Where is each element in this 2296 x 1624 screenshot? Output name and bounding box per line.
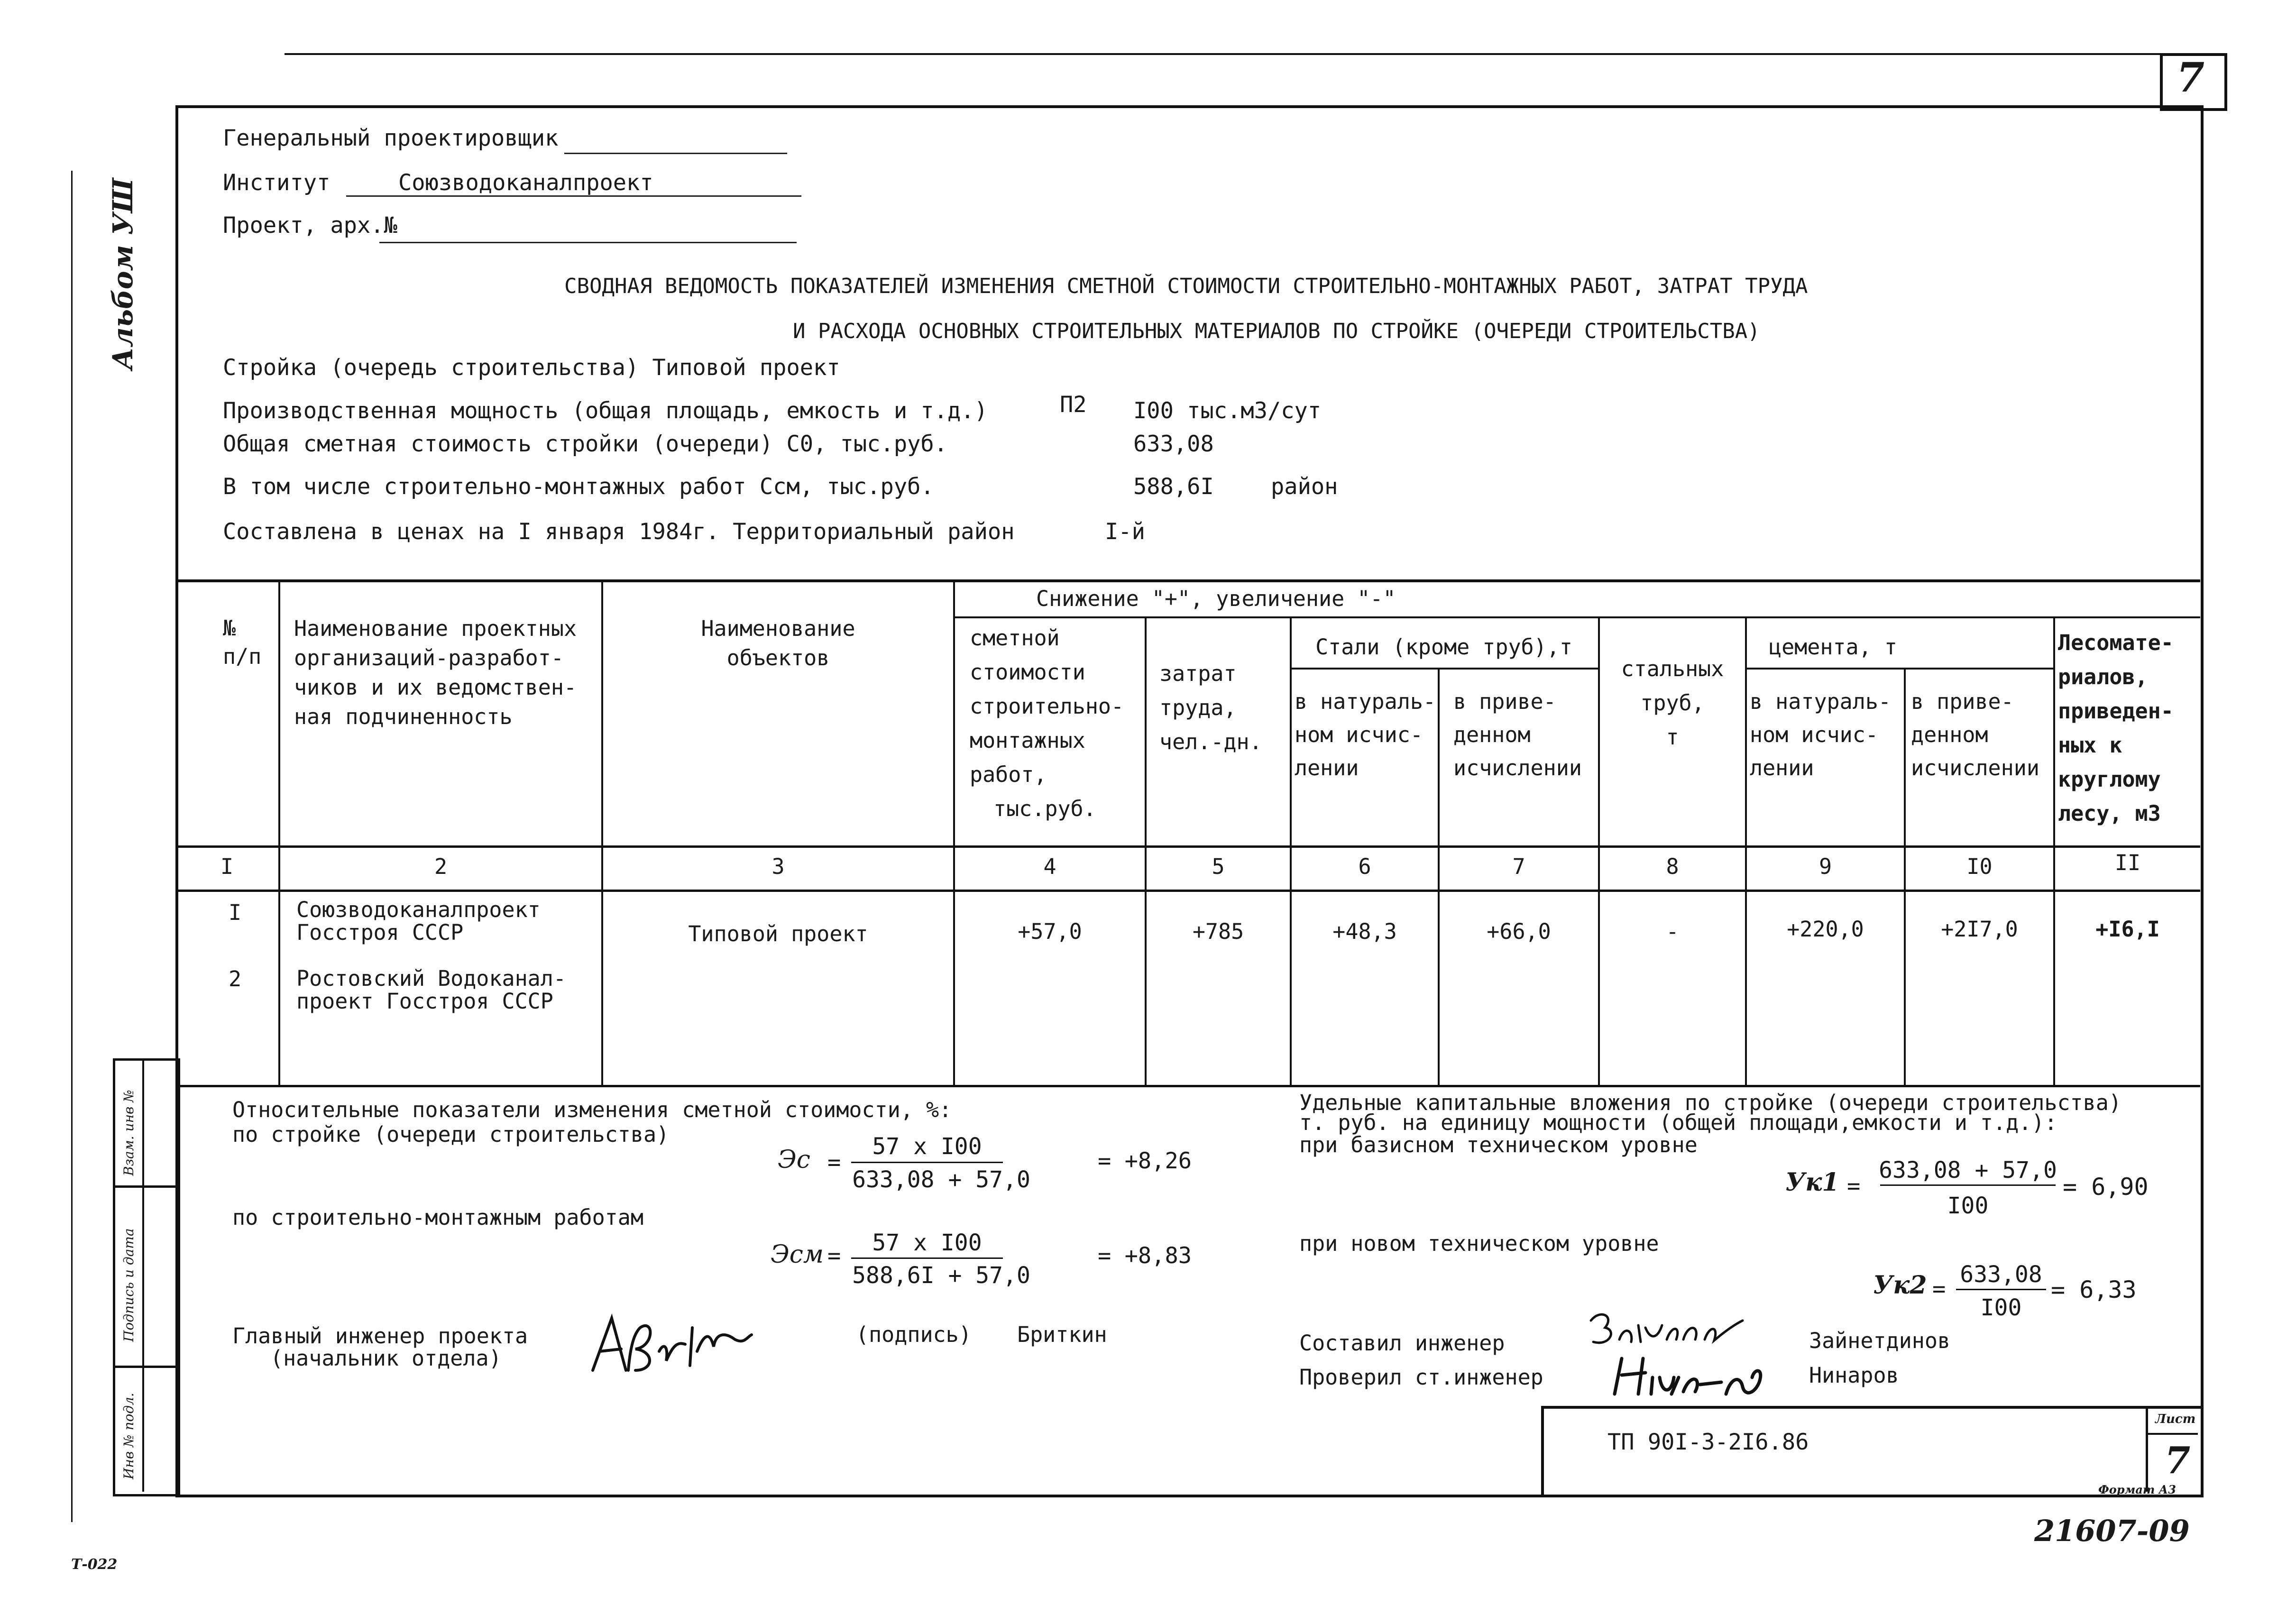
header-nat-line: лении <box>1750 755 1814 780</box>
header-cement: цемента, т <box>1769 634 1897 660</box>
row-2-org <box>296 967 566 1013</box>
col-number: 8 <box>1666 854 1679 879</box>
rel-by-smr: по строительно-монтажным работам <box>232 1205 643 1230</box>
checked-label: Проверил ст.инженер <box>1299 1365 1543 1390</box>
header-nat-line: ном исчис- <box>1295 722 1423 747</box>
chief-engineer-sub: (начальник отдела) <box>270 1346 502 1371</box>
general-designer-label: Генеральный проектировщик <box>223 125 559 151</box>
value-steel-natural: +48,3 <box>1332 919 1397 944</box>
col-number: 5 <box>1212 854 1225 879</box>
header-nat-line: ном исчис- <box>1750 722 1878 747</box>
row-2-org-line: Ростовский Водоканал- <box>296 966 566 991</box>
header-labor-line: труда, <box>1159 695 1237 720</box>
total-cost-label: Общая сметная стоимость стройки (очереди) С0, тыс.руб. <box>223 431 948 457</box>
ecm-fraction-bar <box>851 1257 1003 1259</box>
header-no-line: п/п <box>223 644 262 669</box>
header-cost-line: строительно- <box>970 694 1124 719</box>
smr-label: В том числе строительно-монтажных работ Ссм, тыс.руб. <box>223 474 934 500</box>
col-number: 2 <box>434 854 448 879</box>
general-designer-line <box>564 153 787 154</box>
compiled-label: Составил инженер <box>1299 1330 1505 1356</box>
header-red-line: в приве- <box>1453 689 1556 714</box>
header-red-line: денном <box>1911 722 1988 747</box>
header-labor-line: чел.-дн. <box>1159 729 1262 754</box>
header-nat-line: лении <box>1295 755 1359 780</box>
header-wood-line: ных к <box>2058 733 2122 758</box>
uk2-eq: = <box>1932 1276 1946 1302</box>
header-red-line: исчислении <box>1911 755 2039 780</box>
stamp-sheet-label: Лист <box>2155 1412 2196 1426</box>
header-wood-line: риалов, <box>2058 664 2148 689</box>
header-steel-natural <box>1295 685 1436 785</box>
district-word: район <box>1271 474 1338 500</box>
album-label: Альбом УШ <box>107 178 139 370</box>
ecm-symbol: Эсм <box>771 1240 824 1269</box>
col-number: 7 <box>1512 854 1525 879</box>
header-pipe-line: труб, <box>1640 690 1705 716</box>
total-cost-value: 633,08 <box>1133 431 1214 457</box>
institute-line <box>346 195 801 197</box>
format-label: Формат А3 <box>2098 1483 2176 1496</box>
header-red-line: в приве- <box>1911 689 2014 714</box>
value-steel-reduced: +66,0 <box>1487 919 1551 944</box>
compiled-signature <box>1586 1306 1747 1354</box>
prices-line: Составлена в ценах на I января 1984г. Территориальный район <box>223 519 1015 545</box>
project-label: Проект, арх.№ <box>223 212 397 239</box>
page-number: 7 <box>2177 54 2205 101</box>
cement-subheader-line <box>1745 668 2053 670</box>
header-cost-line: стоимости <box>970 660 1085 685</box>
header-cement-natural <box>1750 685 1891 785</box>
chief-signature-label: (подпись) <box>856 1322 972 1347</box>
construction-line: Стройка (очередь строительства) Типовой проект <box>223 355 840 381</box>
header-object-line: Наименование <box>701 616 855 641</box>
steel-subheader-line <box>1290 668 1598 670</box>
side-stamp-divider <box>113 1366 178 1368</box>
stamp-code: ТП 90I-3-2I6.86 <box>1607 1429 1809 1455</box>
header-org <box>294 614 577 732</box>
group-header-line <box>953 616 2200 618</box>
header-nat-line: в натураль- <box>1750 689 1892 714</box>
col-number: I <box>220 854 234 879</box>
ecm-eq: = <box>827 1243 841 1269</box>
smr-value: 588,6I <box>1133 474 1214 500</box>
row-1-org-line: Союзводоканалпроект <box>296 897 541 922</box>
header-pipe-line: стальных <box>1621 656 1724 681</box>
row-object: Типовой проект <box>688 921 868 946</box>
ec-eq: = <box>827 1149 841 1175</box>
district-value: I-й <box>1105 519 1145 545</box>
header-org-line: ная подчиненность <box>294 704 513 729</box>
ecm-numerator: 57 х I00 <box>872 1229 982 1256</box>
row-2-org-line: проект Госстроя СССР <box>296 989 553 1014</box>
col-line <box>953 579 955 1087</box>
header-red-line: денном <box>1453 722 1531 747</box>
header-object-line: объектов <box>726 645 830 670</box>
rel-by-construction: по стройке (очереди строительства) <box>232 1122 670 1147</box>
uk1-eq: = <box>1847 1173 1861 1199</box>
uk1-denominator: I00 <box>1947 1193 1989 1219</box>
ec-symbol: Эс <box>778 1146 810 1174</box>
header-wood-line: приведен- <box>2058 698 2174 724</box>
checked-signature <box>1607 1349 1773 1401</box>
uk1-fraction-bar <box>1880 1184 2056 1186</box>
header-org-line: чиков и их ведомствен- <box>294 675 577 700</box>
header-cost-line: работ, <box>970 762 1047 787</box>
compiled-name: Зайнетдинов <box>1809 1328 1951 1353</box>
uk1-numerator: 633,08 + 57,0 <box>1879 1157 2057 1184</box>
stamp-divider <box>2146 1433 2198 1435</box>
header-org-line: Наименование проектных <box>294 616 577 641</box>
table-colnum-bottom <box>175 890 2200 892</box>
row-1-org-line: Госстроя СССР <box>296 920 464 945</box>
header-cost-line: монтажных <box>970 728 1085 753</box>
capacity-label: Производственная мощность (общая площадь, емкость и т.д.) <box>223 398 988 424</box>
side-stamp-replace: Взам. инв № <box>121 1090 137 1176</box>
rel-title: Относительные показатели изменения сметной стоимости, %: <box>232 1097 952 1122</box>
project-line <box>379 242 797 243</box>
chief-signature <box>583 1299 754 1380</box>
header-wood-line: Лесомате- <box>2058 630 2174 655</box>
side-stamp-divider <box>142 1058 144 1492</box>
header-nat-line: в натураль- <box>1295 689 1436 714</box>
capacity-symbol: П2 <box>1060 392 1087 418</box>
header-labor <box>1159 657 1262 759</box>
col-line <box>278 579 280 1087</box>
group-header: Снижение "+", увеличение "-" <box>1036 586 1396 611</box>
ec-numerator: 57 х I00 <box>872 1133 982 1160</box>
stamp-sheet-value: 7 <box>2165 1439 2191 1482</box>
col-number: 6 <box>1358 854 1371 879</box>
uk2-denominator: I00 <box>1980 1294 2022 1321</box>
inventory-number: 21607-09 <box>2034 1514 2190 1548</box>
ec-result: = +8,26 <box>1098 1148 1192 1174</box>
header-steel-reduced <box>1453 685 1582 785</box>
uk2-fraction-bar <box>1956 1289 2046 1290</box>
col-number: 4 <box>1043 854 1056 879</box>
uk-new-level: при новом техническом уровне <box>1299 1231 1659 1256</box>
col-number: II <box>2114 850 2141 875</box>
ec-fraction-bar <box>851 1162 1003 1163</box>
col-number: 3 <box>771 854 785 879</box>
header-org-line: организаций-разработ- <box>294 645 564 670</box>
uk2-symbol: Ук2 <box>1873 1271 1927 1300</box>
value-cost: +57,0 <box>1018 919 1082 944</box>
table-header-bottom <box>175 845 2200 848</box>
header-wood-line: лесу, м3 <box>2058 801 2161 826</box>
uk1-result: = 6,90 <box>2063 1173 2149 1201</box>
header-pipe-line: т <box>1666 725 1679 750</box>
ec-denominator: 633,08 + 57,0 <box>852 1166 1030 1193</box>
uk-title-2: т. руб. на единицу мощности (общей площади,емкости и т.д.): <box>1299 1110 2057 1135</box>
table-bottom-border <box>175 1085 2200 1087</box>
header-cost-line: сметной <box>970 625 1060 651</box>
header-labor-line: затрат <box>1159 661 1237 686</box>
value-wood: +I6,I <box>2095 917 2160 942</box>
value-pipes: - <box>1666 919 1679 944</box>
col-number: I0 <box>1966 854 1993 879</box>
uk-title-1: Удельные капитальные вложения по стройке (очереди строительства) <box>1299 1090 2122 1115</box>
header-red-line: исчислении <box>1453 755 1582 780</box>
uk2-numerator: 633,08 <box>1960 1261 2042 1288</box>
value-cement-natural: +220,0 <box>1787 917 1864 942</box>
uk-basic-level: при базисном техническом уровне <box>1299 1132 1698 1157</box>
row-1-no: I <box>229 900 242 925</box>
value-labor: +785 <box>1192 919 1244 944</box>
uk1-symbol: Ук1 <box>1785 1168 1839 1197</box>
header-no-line: № <box>223 615 236 641</box>
value-cement-reduced: +2I7,0 <box>1941 917 2018 942</box>
header-cost-line: тыс.руб. <box>993 796 1096 821</box>
side-stamp-inv: Инв № подл. <box>121 1393 137 1479</box>
checked-name: Нинаров <box>1809 1363 1899 1388</box>
header-cement-reduced <box>1911 685 2039 785</box>
title-line-2: И РАСХОДА ОСНОВНЫХ СТРОИТЕЛЬНЫХ МАТЕРИАЛОВ ПО СТРОЙКЕ (ОЧЕРЕДИ СТРОИТЕЛЬСТВА) <box>793 319 1760 343</box>
header-wood-line: круглому <box>2058 767 2161 792</box>
side-stamp-divider <box>113 1185 178 1188</box>
top-rule <box>285 53 2162 55</box>
corner-code: Т-022 <box>71 1556 118 1573</box>
header-cost <box>970 621 1124 826</box>
ecm-denominator: 588,6I + 57,0 <box>852 1262 1030 1289</box>
header-pipes <box>1600 652 1745 754</box>
header-wood <box>2058 626 2174 831</box>
header-no <box>223 612 261 673</box>
title-line-1: СВОДНАЯ ВЕДОМОСТЬ ПОКАЗАТЕЛЕЙ ИЗМЕНЕНИЯ СМЕТНОЙ СТОИМОСТИ СТРОИТЕЛЬНО-МОНТАЖНЫХ РАБОТ, ЗАТРАТ ТРУДА <box>564 274 1808 298</box>
stamp-divider <box>2146 1406 2148 1492</box>
side-stamp-sign: Подпись и дата <box>121 1228 137 1342</box>
institute-label: Институт <box>223 170 331 196</box>
uk2-result: = 6,33 <box>2051 1276 2137 1303</box>
row-1-org <box>296 899 541 944</box>
capacity-value: I00 тыс.м3/сут <box>1133 398 1322 424</box>
chief-engineer-label: Главный инженер проекта <box>232 1323 528 1349</box>
binding-line <box>71 171 73 1522</box>
row-2-no: 2 <box>229 966 242 991</box>
ecm-result: = +8,83 <box>1098 1243 1192 1269</box>
header-object <box>603 614 953 673</box>
chief-name: Бриткин <box>1017 1322 1107 1347</box>
col-number: 9 <box>1818 854 1832 879</box>
header-steel: Стали (кроме труб),т <box>1315 634 1572 660</box>
institute-value: Союзводоканалпроект <box>398 170 653 196</box>
